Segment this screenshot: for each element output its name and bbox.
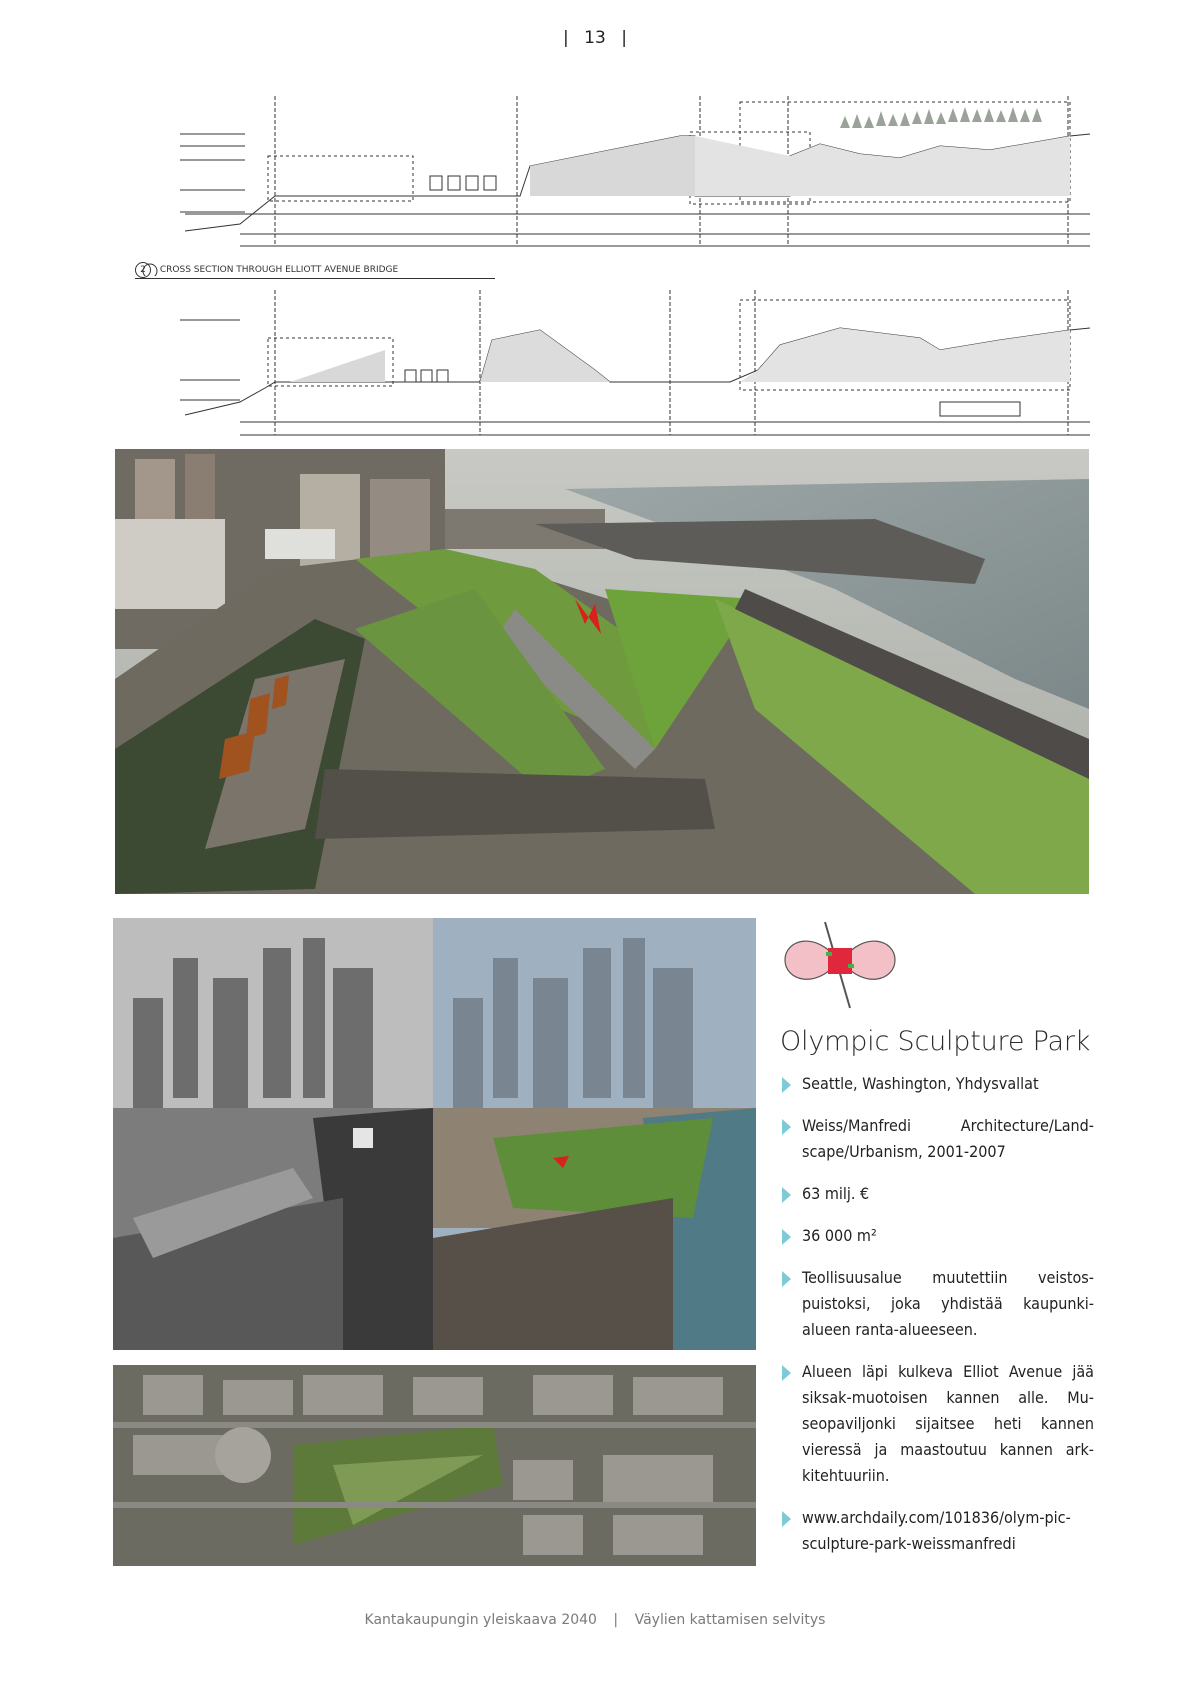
bullet-icon [782,1511,791,1527]
fact-cost [780,1181,1094,1207]
bullet-icon [782,1119,791,1135]
archdaily-link[interactable]: www.archdaily.com/101836/olym-pic-sculpture-park-weissmanfredi [802,1508,1071,1553]
fact-area-text: 36 000 m² [802,1226,877,1245]
page-number-bar-right: | [621,28,627,48]
section-2-caption-text: CROSS SECTION THROUGH ELLIOTT AVENUE BRIDGE [159,265,399,275]
before-photo-svg [113,918,433,1350]
fact-architect [780,1113,1094,1165]
cross-section-drawing-2 [140,290,1090,440]
aerial-photo-main [115,449,1089,894]
page-number-value: 13 [584,28,606,48]
cross-section-svg-1 [140,96,1090,276]
fact-description-1-text: Teollisuusalue muutettiin veistos-puistoksi, joka yhdistää kaupunki-alueen ranta-alueeseen. [802,1268,1094,1339]
after-photo-color [433,918,756,1350]
project-title: Olympic Sculpture Park [780,1026,1091,1057]
footer-report-title: Väylien kattamisen selvitys [634,1612,826,1628]
satellite-photo-svg [113,1365,756,1566]
aerial-photo-main-svg [115,449,1089,894]
footer-document-title: Kantakaupungin yleiskaava 2040 [364,1612,597,1628]
page-number [0,28,1190,48]
fact-cost-text: 63 milj. € [802,1184,870,1203]
bullet-icon [782,1229,791,1245]
footer-separator: | [613,1612,619,1628]
page-footer [0,1612,1190,1628]
bullet-icon [782,1365,791,1381]
fact-link[interactable] [780,1505,1094,1557]
page-number-bar-left: | [563,28,569,48]
bridge-cover-icon-svg [780,920,900,1010]
satellite-photo [113,1365,756,1566]
fact-location-text: Seattle, Washington, Yhdysvallat [802,1074,1039,1093]
bullet-icon [782,1077,791,1093]
section-2-caption [135,262,495,279]
cross-section-svg-2 [140,290,1090,440]
fact-area [780,1223,1094,1249]
fact-description-2 [780,1359,1094,1489]
bullet-icon [782,1271,791,1287]
project-facts-list [780,1071,1094,1557]
bullet-icon [782,1187,791,1203]
after-photo-svg [433,918,756,1350]
fact-description-1 [780,1265,1094,1343]
section-2-number: 2 [135,262,151,278]
cross-section-drawing-1 [140,96,1090,276]
before-photo-bw [113,918,433,1350]
bridge-cover-icon [780,920,900,1010]
fact-architect-text: Weiss/Manfredi Architecture/Land-scape/Urbanism, 2001-2007 [802,1116,1094,1161]
project-info-panel [780,1026,1094,1573]
fact-description-2-text: Alueen läpi kulkeva Elliot Avenue jää siksak-muotoisen kannen alle. Mu-seopaviljonki sijaitsee heti kannen vieressä ja maastoutuu kannen ark-kitehtuuriin. [802,1362,1094,1485]
fact-location [780,1071,1094,1097]
